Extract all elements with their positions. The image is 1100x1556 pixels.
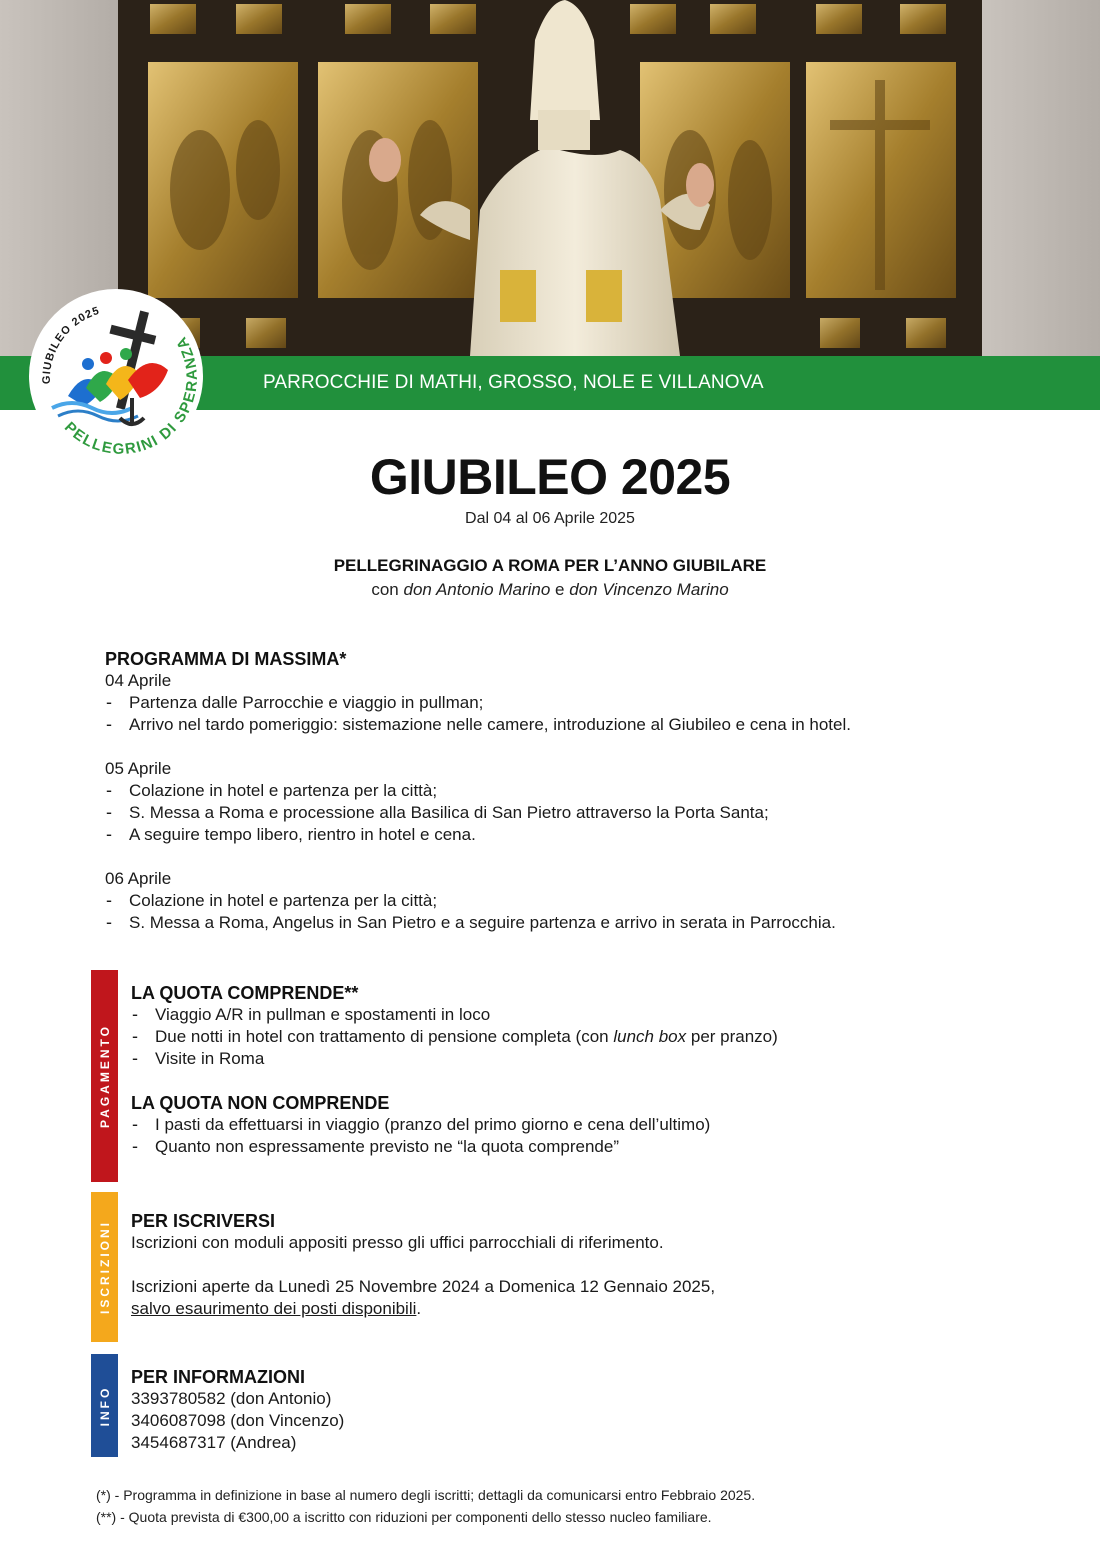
list-item: - Visite in Roma (131, 1048, 1051, 1070)
list-item: - A seguire tempo libero, rientro in hotel e cena. (105, 824, 1045, 846)
pagamento-side-bar (91, 970, 118, 1182)
list-item (131, 1026, 1051, 1048)
iscrizioni-line: Iscrizioni con moduli appositi presso gli uffici parrocchiali di riferimento. (131, 1233, 664, 1252)
contact-phone: 3454687317 (Andrea) (131, 1433, 297, 1452)
excluded-heading: LA QUOTA NON COMPRENDE (131, 1093, 390, 1113)
day-items (105, 780, 1045, 846)
pagamento-section (131, 982, 1051, 1158)
list-item: - S. Messa a Roma e processione alla Basilica di San Pietro attraverso la Porta Santa; (105, 802, 1045, 824)
iscrizioni-side-bar (91, 1192, 118, 1342)
info-side-bar (91, 1354, 118, 1457)
footnotes (96, 1484, 1076, 1528)
list-item: - Colazione in hotel e partenza per la città; (105, 890, 1045, 912)
iscrizioni-side-label: ISCRIZIONI (97, 1219, 112, 1315)
info-section (131, 1366, 1051, 1454)
contact-phone: 3406087098 (don Vincenzo) (131, 1411, 345, 1430)
parishes-banner-text: PARROCCHIE DI MATHI, GROSSO, NOLE E VILLANOVA (263, 372, 764, 393)
event-priests (0, 580, 1100, 600)
info-heading: PER INFORMAZIONI (131, 1367, 305, 1387)
priest-name: don Antonio Marino (403, 580, 551, 599)
iscrizioni-line (131, 1298, 1051, 1320)
footnote: (*) - Programma in definizione in base al numero degli iscritti; dettagli da comunicarsi entro Febbraio 2025. (96, 1487, 756, 1503)
logo-bottom-text: PELLEGRINI DI SPERANZA (60, 332, 202, 458)
day-label: 04 Aprile (105, 671, 172, 690)
contact-phone: 3393780582 (don Antonio) (131, 1389, 332, 1408)
list-item: - Quanto non espressamente previsto ne “la quota comprende” (131, 1136, 1051, 1158)
priest-name: don Vincenzo Marino (569, 580, 729, 599)
program-section (105, 648, 1045, 934)
list-item-italic: lunch box (613, 1027, 687, 1046)
iscrizioni-section (131, 1210, 1051, 1320)
included-list (131, 1004, 1051, 1070)
excluded-list (131, 1114, 1051, 1158)
info-side-label: INFO (97, 1385, 112, 1426)
program-heading: PROGRAMMA DI MASSIMA* (105, 649, 347, 669)
iscrizioni-heading: PER ISCRIVERSI (131, 1211, 276, 1231)
list-item: - Viaggio A/R in pullman e spostamenti in loco (131, 1004, 1051, 1026)
list-item: - S. Messa a Roma, Angelus in San Pietro e a seguire partenza e arrivo in serata in Parrocchia. (105, 912, 1045, 934)
iscrizioni-line: Iscrizioni aperte da Lunedì 25 Novembre 2024 a Domenica 12 Gennaio 2025, (131, 1277, 716, 1296)
day-label: 06 Aprile (105, 869, 172, 888)
included-heading: LA QUOTA COMPRENDE** (131, 983, 359, 1003)
page-title: GIUBILEO 2025 (369, 449, 731, 505)
list-item-text: per pranzo) (690, 1027, 778, 1046)
day-items (105, 692, 1045, 736)
event-dates: Dal 04 al 06 Aprile 2025 (465, 510, 635, 527)
with-and: e (555, 580, 565, 599)
day-items (105, 890, 1045, 934)
list-item: - I pasti da effettuarsi in viaggio (pranzo del primo giorno e cena dell’ultimo) (131, 1114, 1051, 1136)
with-prefix: con (371, 580, 399, 599)
day-label: 05 Aprile (105, 759, 172, 778)
event-subtitle: PELLEGRINAGGIO A ROMA PER L’ANNO GIUBILARE (333, 556, 767, 575)
iscrizioni-underlined: salvo esaurimento dei posti disponibili (131, 1299, 417, 1318)
list-item: - Partenza dalle Parrocchie e viaggio in pullman; (105, 692, 1045, 714)
logo-top-text: GIUBILEO 2025 (40, 304, 102, 385)
footnote: (**) - Quota prevista di €300,00 a iscritto con riduzioni per componenti dello stesso nucleo familiare. (96, 1509, 712, 1525)
jubilee-logo (28, 288, 204, 464)
pagamento-side-label: PAGAMENTO (97, 1024, 112, 1128)
list-item-text: Due notti in hotel con trattamento di pensione completa (con (155, 1027, 609, 1046)
jubilee-logo-emblem (28, 288, 204, 464)
iscrizioni-line-end: . (416, 1299, 422, 1318)
list-item: - Colazione in hotel e partenza per la città; (105, 780, 1045, 802)
list-item: - Arrivo nel tardo pomeriggio: sistemazione nelle camere, introduzione al Giubileo e cena in hotel. (105, 714, 1045, 736)
